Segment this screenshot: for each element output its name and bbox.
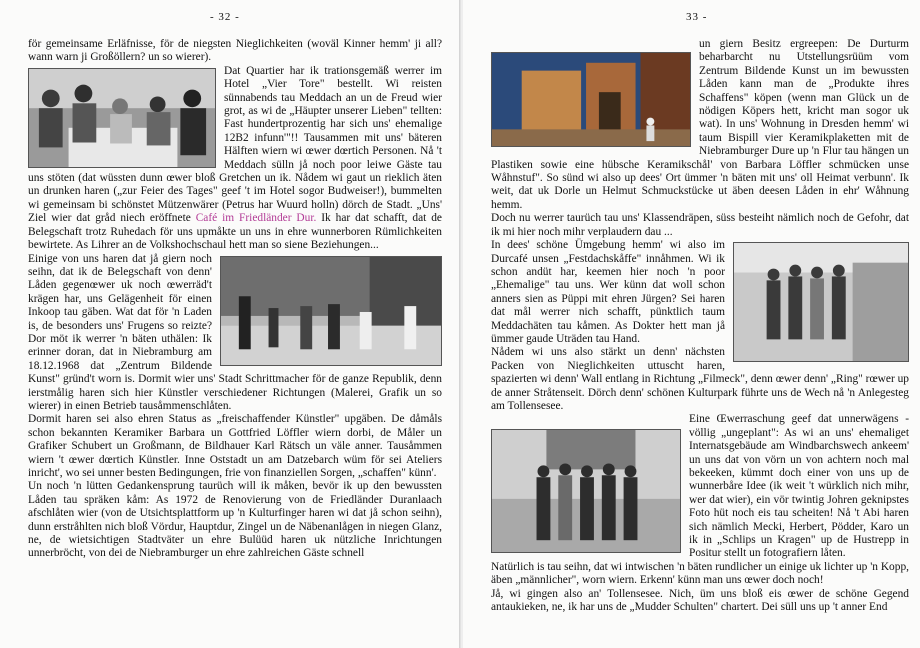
page-number-right: 33 - — [686, 11, 708, 23]
paragraph: Un noch 'n lütten Gedankensprung taurüch will ik måken, bevör ik up den bewussten Låden tau spräken kåm: As 1972 de Renovierung von de Friedländer Duranlaach afschlåten wier (von de Utsichtsplattform up 'n Kulturfinger haren wi dat jå schon seihn), dunn erstråhlten nich bloß Vördur, Hauptdur, Zingel un de Näbenanlågen in niegen Glanz, ne, de wietsichtigen Stadtväter un ehre Bulüüd haren uk nützliche Inrichtungen unnerbröcht, von dei de Niebramburger un ehre zahlreichen Gäste schnell — [28, 480, 442, 560]
paragraph: Einige von uns haren dat jå giern noch seihn, dat ik de Belegschaft von denn' Låden gegenœwer uk noch œwerräd't krägen har, uns Gelägenheit för einen Inkoop tau gäben. Wat dat för 'n Laden is, de besonders uns' Frugens so reizte? Dor möt ik werrer 'n bäten uthälen: Ik erinner doran, dat in Niebramburg am 18.12.1968 dat „Zentrum Bildende Kunst" gründ't worn is. Dormit wier uns' Stadt Schrittmacher för de ganze Republik, denn ierstmålig haren sich hier Künstler verschiedener Richtungen (Malerei, Grafik un so wierer) in einen Betrieb tausåmmenschlåten. — [28, 252, 442, 412]
paragraph: In dees' schöne Ümgebung hemm' wi also im Durcafé unsen „Festdachskåffe" innåhmen. Wi ik schon andüt har, keemen hier noch 'n poor „Ehemalige" tau uns. Wer künn dat woll schon anners sien as Püppi mit ehren Jürgen? Sei haren dat mål werrer nich schafft, pünktlich taum Meddachäten tau kåmen. As Dokter hett man jå ümmer gaude Uträden tau Hand. — [491, 239, 725, 345]
paragraph: Natürlich is tau seihn, dat wi intwischen 'n bäten rundlicher un einige uk lichter up 'n Kopp, äben „männlicher", worn wiern. Erkenn' künn man uns œwer doch noch! — [491, 560, 909, 587]
page-number-left: - 32 - — [210, 11, 240, 23]
photo-city-gate-color — [491, 52, 691, 147]
photo-men-on-steps-1960s — [491, 429, 681, 553]
cafe-link[interactable]: Café im Friedländer Dur. — [195, 212, 317, 225]
paragraph: Jå, wi gingen also an' Tollensesee. Nich, üm uns bloß eis œwer de schöne Gegend antaukieken, ne, ik har uns de „Mudder Schulten" chartert. Dei süll uns up 't anner End — [491, 587, 909, 614]
right-page — [463, 0, 920, 648]
photo-group-at-table — [28, 68, 216, 168]
paragraph: Doch nu werrer taurüch tau uns' Klassendräpen, süss besteiht nämlich noch de Gefohr, dat ik mi hier noch mihr verplaudern dau ... — [491, 212, 909, 238]
right-page-text — [491, 38, 909, 614]
paragraph: un giern Besitz ergreepen: De Durturm beharbarcht nu Utstellungsrüüm vom Zentrum Bildende Kunst un im bewussten Låden kann man de „Produkte ihres Schaffens" köpen (wenn man Glück un de nödigen Köpers hett, kricht man sogor uk wat). In uns' Wohnung in Dresden hemm' wi taum Bispill vier Keramikplaketten mit de Niebramburger Dure up 'n Flur tau hängen un Plastiken sowie eine hübsche Keramikschål' von Barbara Löffler schmücken unse Wåhnstuf". So sünd wi also up dees' Ort ümmer 'n bäten mit uns' oll Heimat verbunn'. Ik weit, dat uk Dorle un Helmut Schmuckstücke ut äben deesen Låden in ehr' Wåhnung hemm. — [491, 38, 909, 211]
paragraph: Dormit haren sei also ehren Status as „freischaffender Künstler" upgäben. De dåmåls schon bekannten Keramiker Barbara un Gottfried Löffler wiern dorbi, de Måler un Grafiker Schubert un Großmann, de Bildhauer Karl Rätsch un väle anner. Tausåmmen wiern 't œwer dœrtich Künstler. Inne Oststadt un am Datzebarch wüm för sei Ateliers inricht', wo sei unner besten Bedingungen, frie von finanziellen Sorgen, „schaffen" künn'. — [28, 413, 442, 479]
paragraph: Eine Œwerraschung geef dat unnerwägens - völlig „ungeplant": As wi an uns' ehemaliget Internatsgebäude am Windbarchswech ankeem' un uns dat von vörn un von achtern noch mal bekeeken, kümmt doch einer von uns up de wunnerbåre Idee (ik weit 't würklich nich mihr, wer dat wier), ein vör twintig Johren geknipstes Foto hüt noch eis tau scheiten! Nå 't Abi haren sich nämlich Mecki, Herbert, Pödder, Karo un ik in „Schlips un Kragen" up de Hustrepp in Positur stellt un fotografiern låten. — [689, 413, 909, 560]
photo-men-on-steps-today — [733, 242, 909, 362]
photo-group-courtyard — [220, 256, 442, 366]
paragraph: Nådem wi uns also stärkt un denn' nächsten Packen von Nieglichkeiten uttuscht haren, spazierten wi denn' Wall entlang in Richtung „Filmeck", denn œwer denn' „Ring" rœwer up de anner Stråtenseit. Dörch denn' schönen Kulturpark führte uns de Wech nå 'n Anlegesteg am Tollensesee. — [491, 346, 909, 412]
left-page-text — [28, 38, 442, 561]
paragraph: Dat Quartier har ik trationsgemäß werrer im Hotel „Vier Tore" bestellt. Wi reisten sünnabends tau Meddach an un de Freud wier grot, as wi de „Häupter unserer Lieben" tellten: Fast hundertprozentig har sich uns' ehemalige 12B2 infunn'"!! Tausammen mit uns' bäteren Hälften wiern wi œwer dœrtich Personen. Nå 't Meddach sülln jå noch poor leiwe Gäste tau uns stöten (dat wüssten dunn œwer bloß Gretchen un ik. Nådem wi gaut un rieklich äten un drunken haren („zur Feier des Tages" geef 't im Hotel sogor Budweiser!), bummelten wi gemeinsam bi schönstet Mützenwärer (Petrus har Wuurd holln) dörch de Stadt. „Uns' Ziel wier dat gråd niech eröffnete Café im Friedländer Dur. Ik har dat schafft, dat de Belegschaft trotz Ruhedach för uns upmåkte un uns in ehre wunnerboren Rümlichkeiten bewirtete. As Lihrer an de Volkshochschaul hett man so siene Beziehungen... — [28, 64, 442, 252]
paragraph: för gemeinsame Erläfnisse, för de niegsten Nieglichkeiten (woväl Kinner hemm' ji all? wann warn ji Großöllern? un so wierer). — [28, 38, 442, 64]
